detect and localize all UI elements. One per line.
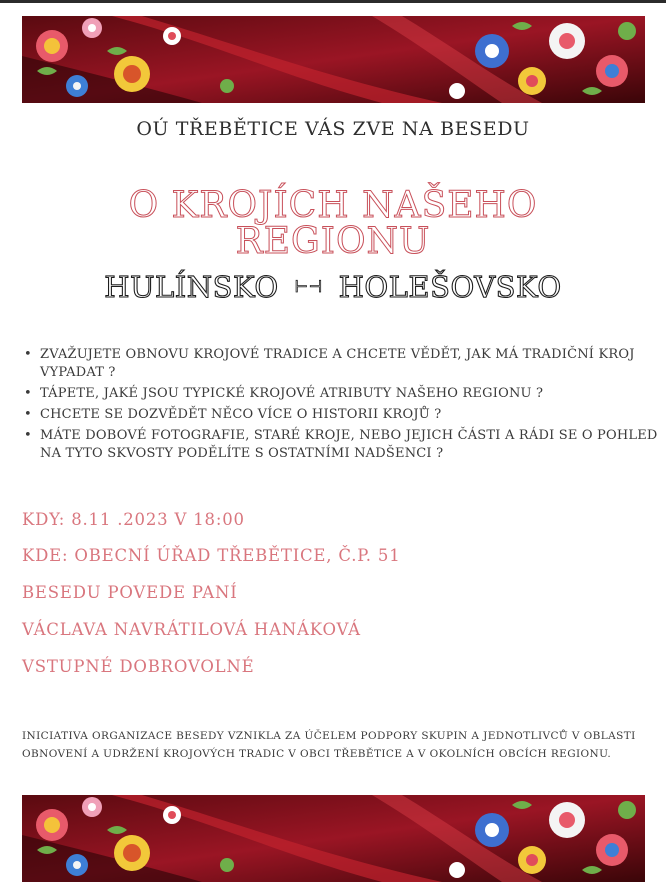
- question-list: [20, 346, 666, 466]
- floral-pattern-image: [22, 795, 645, 882]
- list-item: • ZVAŽUJETE OBNOVU KROJOVÉ TRADICE A CHCETE VĚDĚT, JAK MÁ TRADIČNÍ KROJ VYPADAT ?: [40, 346, 666, 382]
- event-date: KDY: 8.11 .2023 V 18:00: [22, 510, 245, 529]
- event-title-line1: O KROJÍCH NAŠEHO: [128, 185, 538, 226]
- event-title: [0, 185, 666, 262]
- region-separator: ⊢⊣: [294, 277, 323, 296]
- event-location: KDE: OBECNÍ ÚŘAD TŘEBĚTICE, Č.P. 51: [22, 546, 401, 565]
- region-hulinsko: HULÍNSKO: [104, 270, 279, 304]
- speaker-intro: BESEDU POVEDE PANÍ: [22, 583, 238, 602]
- floral-banner-top: [22, 16, 645, 103]
- region-holesovsko: HOLEŠOVSKO: [338, 270, 562, 304]
- footnote: INICIATIVA ORGANIZACE BESEDY VZNIKLA ZA ÚČELEM PODPORY SKUPIN A JEDNOTLIVCŮ V OBLASTI OBNOVENÍ A UDRŽENÍ KROJOVÝCH TRADIC V OBCI TŘEBĚTICE A V OKOLNÍCH OBCÍCH REGIONU.: [22, 730, 636, 760]
- list-item: • TÁPETE, JAKÉ JSOU TYPICKÉ KROJOVÉ ATRIBUTY NAŠEHO REGIONU ?: [40, 385, 666, 403]
- admission-info: VSTUPNÉ DOBROVOLNÉ: [22, 657, 255, 676]
- top-border: [0, 0, 666, 3]
- region-subtitle: [0, 270, 666, 304]
- list-item: • CHCETE SE DOZVĚDĚT NĚCO VÍCE O HISTORII KROJŮ ?: [40, 406, 666, 424]
- list-item: • MÁTE DOBOVÉ FOTOGRAFIE, STARÉ KROJE, NEBO JEJICH ČÁSTI A RÁDI SE O POHLED NA TYTO SKVOSTY PODĚLÍTE S OSTATNÍMI NADŠENCI ?: [40, 427, 666, 463]
- floral-banner-bottom: [22, 795, 645, 882]
- event-title-line2: REGIONU: [235, 221, 431, 262]
- speaker-name: VÁCLAVA NAVRÁTILOVÁ HANÁKOVÁ: [22, 620, 361, 639]
- invitation-line: OÚ TŘEBĚTICE VÁS ZVE NA BESEDU: [136, 118, 530, 140]
- floral-pattern-image: [22, 16, 645, 103]
